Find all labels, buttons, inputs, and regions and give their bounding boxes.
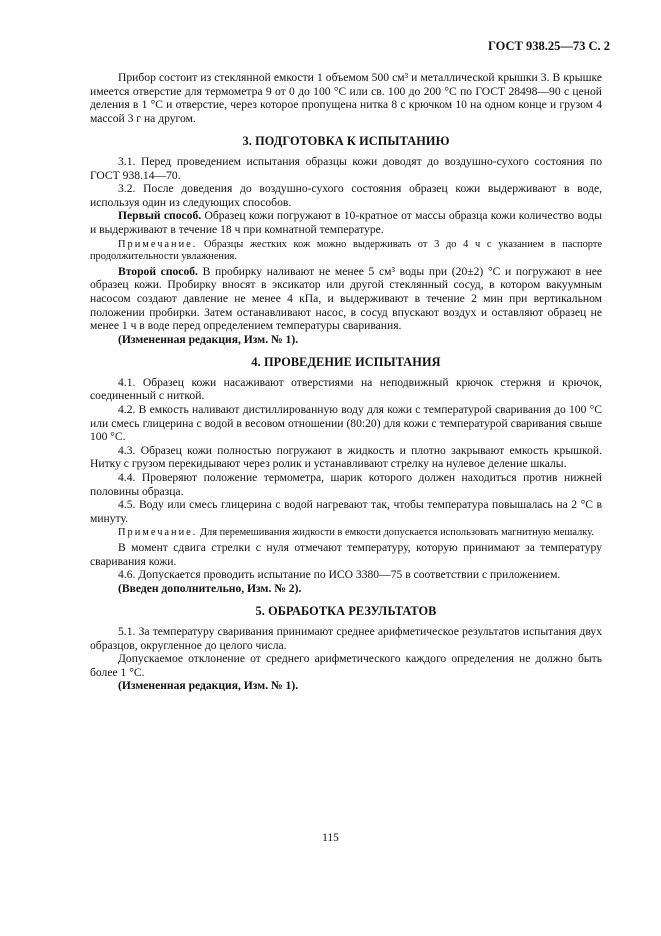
para-3-2: 3.2. После доведения до воздушно-сухого состояния образец кожи выдерживают в воде, используя один из следующих способов. [90,182,602,209]
section-5-heading: 5. ОБРАБОТКА РЕЗУЛЬТАТОВ [255,604,437,619]
para-3-1: 3.1. Перед проведением испытания образцы кожи доводят до воздушно-сухого состояния по ГОСТ 938.14—70. [90,154,602,182]
para-4-6: 4.6. Допускается проводить испытание по ИСО 3380—75 в соответствии с приложением. [118,568,561,582]
intro-paragraph: Прибор состоит из стеклянной емкости 1 объемом 500 см³ и металлической крышки 3. В крышке имеется отверстие для термометра 9 от 0 до 100 °С или св. 100 до 200 °С по ГОСТ 28498—90 с ценой деления в 1 °С и отверстие, через которое пропущена нитка 8 с крючком 10 на одном конце и грузом 4 массой 3 г на другом. [90,71,602,125]
para-4-moment: В момент сдвига стрелки с нуля отмечают температуру, которую принимают за температуру сваривания кожи. [90,541,602,568]
para-5-tolerance: Допускаемое отклонение от среднего арифметического каждого определения не должно быть более 1 °С. [90,652,602,679]
running-header: ГОСТ 938.25—73 С. 2 [487,39,610,53]
note-4-text: Для перемешивания жидкости в емкости допускается использовать магнитную мешалку. [197,527,594,539]
note-3-label: Примечание. [118,238,198,250]
method-1-paragraph [90,209,602,236]
section-3-heading: 3. ПОДГОТОВКА К ИСПЫТАНИЮ [242,134,450,149]
para-4-1: 4.1. Образец кожи насаживают отверстиями на неподвижный крючок стержня и крючок, соединенный с ниткой. [90,375,602,403]
note-3-text: Образцы жестких кож можно выдерживать от 3 до 4 ч с указанием в паспорте продолжительности увлажнения. [90,238,602,263]
edit-note-5: (Измененная редакция, Изм. № 1). [118,679,299,693]
method-1-label: Первый способ. [118,209,202,223]
para-4-3: 4.3. Образец кожи полностью погружают в жидкость и плотно закрывают емкость крышкой. Нитку с грузом перекидывают через ролик и устанавливают стрелку на нулевое деление шкалы. [90,443,602,471]
edit-note-3: (Измененная редакция, Изм. № 1). [118,332,299,346]
note-4-label: Примечание. [118,527,198,539]
para-4-4: 4.4. Проверяют положение термометра, шарик которого должен находиться против нижней половины образца. [90,471,602,498]
para-4-2: 4.2. В емкость наливают дистиллированную воду для кожи с температурой сваривания до 100 °С или смесь глицерина с водой в весовом отношении (80:20) для кожи с температурой сваривания свыше 100 °С. [90,403,602,444]
method-2-text: В пробирку наливают не менее 5 см³ воды при (20±2) °С и погружают в нее образец кожи. Пробирку вносят в эксикатор или другой стеклянный сосуд, в котором вакуумным насосом создают давление не менее 4 кПа, и выдерживают в течение 2 мин при вертикальном положении пробирки. Затем останавливают насос, в сосуд впускают воздух и оставляют образец не менее 1 ч в воде перед определением температуры сваривания. [90,264,603,333]
note-4 [90,527,602,540]
edit-note-4: (Введен дополнительно, Изм. № 2). [118,581,302,595]
para-5-1: 5.1. За температуру сваривания принимают среднее арифметическое результатов испытания двух образцов, округленное до целого числа. [90,624,602,652]
page-number: 115 [322,832,339,844]
method-2-label: Второй способ. [118,264,198,278]
para-4-5: 4.5. Воду или смесь глицерина с водой нагревают так, чтобы температура повышалась на 2 °С в минуту. [90,498,602,525]
method-2-paragraph [90,265,602,333]
method-1-text: Образец кожи погружают в 10-кратное от массы образца кожи количество воды и выдерживают в течение 18 ч при комнатной температуре. [90,209,602,236]
document-body [90,71,602,693]
section-4-heading: 4. ПРОВЕДЕНИЕ ИСПЫТАНИЯ [251,355,441,370]
note-3 [90,239,602,264]
